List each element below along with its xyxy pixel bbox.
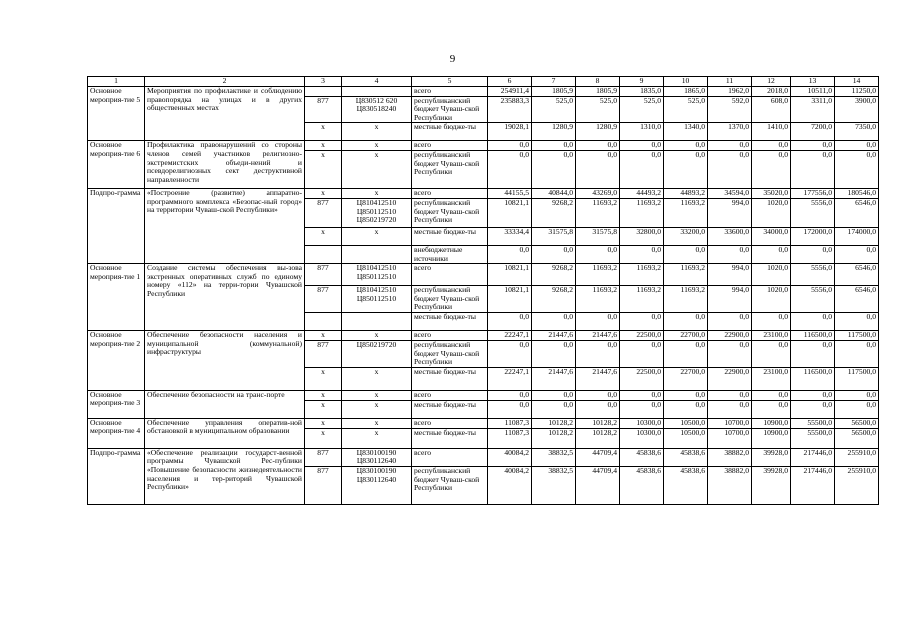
amount-cell: 0,0 <box>708 340 752 367</box>
target-article-cell: Ц830512 620 Ц830518240 <box>342 96 412 123</box>
amount-cell: 0,0 <box>752 141 791 151</box>
amount-cell: 0,0 <box>620 141 664 151</box>
target-article-cell: х <box>342 227 412 245</box>
amount-cell: 0,0 <box>791 400 835 418</box>
amount-cell: 10128,2 <box>576 428 620 448</box>
amount-cell: 1805,9 <box>532 87 576 97</box>
grbs-code-cell: 877 <box>305 96 342 123</box>
amount-cell: 0,0 <box>835 150 879 188</box>
target-article-cell: х <box>342 188 412 198</box>
amount-cell: 10700,0 <box>708 418 752 428</box>
amount-cell: 0,0 <box>488 400 532 418</box>
amount-cell: 11693,2 <box>576 264 620 286</box>
header-cell: 14 <box>835 77 879 87</box>
header-cell: 13 <box>791 77 835 87</box>
header-cell: 8 <box>576 77 620 87</box>
amount-cell: 1865,0 <box>664 87 708 97</box>
table-row <box>88 418 879 428</box>
amount-cell: 11693,2 <box>664 264 708 286</box>
amount-cell: 10300,0 <box>620 418 664 428</box>
amount-cell: 2018,0 <box>752 87 791 97</box>
amount-cell: 177556,0 <box>791 188 835 198</box>
funding-source-cell: всего <box>412 330 488 340</box>
amount-cell: 7350,0 <box>835 123 879 141</box>
grbs-code-cell: 877 <box>305 198 342 227</box>
target-article-cell <box>342 87 412 97</box>
target-article-cell: х <box>342 418 412 428</box>
amount-cell: 23100,0 <box>752 330 791 340</box>
amount-cell: 6546,0 <box>835 198 879 227</box>
amount-cell: 40844,0 <box>532 188 576 198</box>
amount-cell: 0,0 <box>620 245 664 263</box>
event-type-cell: Основное мероприя-тие 6 <box>88 141 145 189</box>
amount-cell: 525,0 <box>664 96 708 123</box>
funding-source-cell: всего <box>412 141 488 151</box>
grbs-code-cell: х <box>305 188 342 198</box>
amount-cell: 10900,0 <box>752 428 791 448</box>
amount-cell: 0,0 <box>532 245 576 263</box>
amount-cell: 21447,6 <box>576 330 620 340</box>
event-name-cell: Обеспечение безопасности на транс-порте <box>145 390 305 418</box>
amount-cell: 10500,0 <box>664 418 708 428</box>
amount-cell: 0,0 <box>752 390 791 400</box>
amount-cell: 9268,2 <box>532 264 576 286</box>
funding-source-cell: местные бюдже-ты <box>412 400 488 418</box>
amount-cell: 22700,0 <box>664 330 708 340</box>
funding-source-cell: республиканский бюджет Чуваш-ской Республики <box>412 466 488 504</box>
amount-cell: 0,0 <box>752 312 791 330</box>
amount-cell: 254911,4 <box>488 87 532 97</box>
amount-cell: 0,0 <box>620 390 664 400</box>
amount-cell: 608,0 <box>752 96 791 123</box>
amount-cell: 11693,2 <box>576 198 620 227</box>
table-row <box>88 448 879 466</box>
amount-cell: 0,0 <box>835 141 879 151</box>
amount-cell: 33200,0 <box>664 227 708 245</box>
grbs-code-cell: х <box>305 150 342 188</box>
grbs-code-cell: х <box>305 141 342 151</box>
amount-cell: 5556,0 <box>791 198 835 227</box>
amount-cell: 22700,0 <box>664 367 708 390</box>
amount-cell: 0,0 <box>532 400 576 418</box>
amount-cell: 255910,0 <box>835 466 879 504</box>
grbs-code-cell: 877 <box>305 448 342 466</box>
amount-cell: 22247,1 <box>488 330 532 340</box>
funding-source-cell: республиканский бюджет Чуваш-ской Республики <box>412 96 488 123</box>
target-article-cell: х <box>342 330 412 340</box>
funding-source-cell: всего <box>412 390 488 400</box>
amount-cell: 45838,6 <box>620 448 664 466</box>
amount-cell: 525,0 <box>532 96 576 123</box>
amount-cell: 5556,0 <box>791 286 835 313</box>
table-row <box>88 87 879 97</box>
amount-cell: 10500,0 <box>664 428 708 448</box>
target-article-cell: х <box>342 367 412 390</box>
amount-cell: 0,0 <box>664 340 708 367</box>
amount-cell: 0,0 <box>752 340 791 367</box>
funding-source-cell: республиканский бюджет Чуваш-ской Республики <box>412 340 488 367</box>
target-article-cell: х <box>342 150 412 188</box>
amount-cell: 0,0 <box>620 150 664 188</box>
event-name-cell: Мероприятия по профилактике и соблюдению правопорядка на улицах и в других общественных местах <box>145 87 305 141</box>
amount-cell: 0,0 <box>620 400 664 418</box>
amount-cell: 40084,2 <box>488 448 532 466</box>
amount-cell: 0,0 <box>488 150 532 188</box>
grbs-code-cell <box>305 245 342 263</box>
target-article-cell: Ц850219720 <box>342 340 412 367</box>
amount-cell: 6546,0 <box>835 286 879 313</box>
amount-cell: 1962,0 <box>708 87 752 97</box>
header-cell: 6 <box>488 77 532 87</box>
amount-cell: 0,0 <box>488 245 532 263</box>
amount-cell: 0,0 <box>835 312 879 330</box>
target-article-cell: Ц830100190 Ц830112640 <box>342 448 412 466</box>
amount-cell: 22900,0 <box>708 367 752 390</box>
event-name-cell: Обеспечение управления оператив-ной обстановкой в муниципальном образовании <box>145 418 305 448</box>
header-cell: 5 <box>412 77 488 87</box>
amount-cell: 1310,0 <box>620 123 664 141</box>
funding-source-cell: республиканский бюджет Чуваш-ской Республики <box>412 198 488 227</box>
amount-cell: 5556,0 <box>791 264 835 286</box>
amount-cell: 1020,0 <box>752 264 791 286</box>
amount-cell: 7200,0 <box>791 123 835 141</box>
table-row <box>88 330 879 340</box>
amount-cell: 11693,2 <box>620 198 664 227</box>
header-cell: 11 <box>708 77 752 87</box>
amount-cell: 19028,1 <box>488 123 532 141</box>
amount-cell: 0,0 <box>576 312 620 330</box>
amount-cell: 0,0 <box>488 312 532 330</box>
amount-cell: 0,0 <box>791 312 835 330</box>
amount-cell: 10821,1 <box>488 264 532 286</box>
amount-cell: 592,0 <box>708 96 752 123</box>
target-article-cell: х <box>342 400 412 418</box>
header-cell: 1 <box>88 77 145 87</box>
funding-source-cell: местные бюдже-ты <box>412 428 488 448</box>
amount-cell: 44893,2 <box>664 188 708 198</box>
amount-cell: 0,0 <box>664 245 708 263</box>
grbs-code-cell: х <box>305 390 342 400</box>
target-article-cell: х <box>342 390 412 400</box>
amount-cell: 56500,0 <box>835 428 879 448</box>
funding-source-cell: внебюджетные источники <box>412 245 488 263</box>
amount-cell: 1340,0 <box>664 123 708 141</box>
amount-cell: 0,0 <box>664 150 708 188</box>
amount-cell: 45838,6 <box>620 466 664 504</box>
amount-cell: 174000,0 <box>835 227 879 245</box>
amount-cell: 45838,6 <box>664 466 708 504</box>
amount-cell: 33600,0 <box>708 227 752 245</box>
amount-cell: 3311,0 <box>791 96 835 123</box>
amount-cell: 994,0 <box>708 286 752 313</box>
target-article-cell: Ц810412510 Ц850112510 <box>342 286 412 313</box>
amount-cell: 3900,0 <box>835 96 879 123</box>
amount-cell: 0,0 <box>835 340 879 367</box>
grbs-code-cell <box>305 312 342 330</box>
target-article-cell: Ц810412510 Ц850112510 Ц850219720 <box>342 198 412 227</box>
grbs-code-cell <box>305 87 342 97</box>
target-article-cell: х <box>342 141 412 151</box>
amount-cell: 10128,2 <box>576 418 620 428</box>
amount-cell: 11693,2 <box>664 198 708 227</box>
event-name-cell: Создание системы обеспечения вы-зова экстренных оперативных служб по единому номеру «112» на терри-тории Чувашской Республики <box>145 264 305 331</box>
amount-cell: 0,0 <box>488 340 532 367</box>
amount-cell: 0,0 <box>752 400 791 418</box>
amount-cell: 0,0 <box>835 245 879 263</box>
page-number: 9 <box>449 53 456 65</box>
target-article-cell <box>342 312 412 330</box>
event-type-cell: Основное мероприя-тие 1 <box>88 264 145 331</box>
amount-cell: 32800,0 <box>620 227 664 245</box>
grbs-code-cell: х <box>305 123 342 141</box>
amount-cell: 0,0 <box>708 245 752 263</box>
grbs-code-cell: 877 <box>305 340 342 367</box>
amount-cell: 172000,0 <box>791 227 835 245</box>
event-name-cell: Обеспечение безопасности населения и муниципальной (коммунальной) инфраструктуры <box>145 330 305 390</box>
amount-cell: 0,0 <box>620 340 664 367</box>
table-row <box>88 141 879 151</box>
event-name-cell: «Построение (развитие) аппаратно-программного комплекса «Безопас-ный город» на территории Чуваш-ской Республики» <box>145 188 305 263</box>
amount-cell: 11250,0 <box>835 87 879 97</box>
funding-source-cell: местные бюдже-ты <box>412 123 488 141</box>
amount-cell: 23100,0 <box>752 367 791 390</box>
amount-cell: 0,0 <box>576 390 620 400</box>
target-article-cell: Ц810412510 Ц850112510 <box>342 264 412 286</box>
amount-cell: 39928,0 <box>752 466 791 504</box>
amount-cell: 10128,2 <box>532 418 576 428</box>
target-article-cell <box>342 245 412 263</box>
amount-cell: 0,0 <box>532 150 576 188</box>
amount-cell: 10128,2 <box>532 428 576 448</box>
funding-source-cell: всего <box>412 448 488 466</box>
header-cell: 3 <box>305 77 342 87</box>
grbs-code-cell: х <box>305 428 342 448</box>
amount-cell: 22247,1 <box>488 367 532 390</box>
funding-source-cell: республиканский бюджет Чуваш-ской Республики <box>412 286 488 313</box>
grbs-code-cell: х <box>305 330 342 340</box>
header-cell: 7 <box>532 77 576 87</box>
amount-cell: 0,0 <box>752 245 791 263</box>
table-row <box>88 390 879 400</box>
amount-cell: 217446,0 <box>791 448 835 466</box>
amount-cell: 1020,0 <box>752 286 791 313</box>
amount-cell: 117500,0 <box>835 330 879 340</box>
amount-cell: 0,0 <box>791 150 835 188</box>
amount-cell: 0,0 <box>620 312 664 330</box>
amount-cell: 0,0 <box>835 390 879 400</box>
amount-cell: 1805,9 <box>576 87 620 97</box>
amount-cell: 1370,0 <box>708 123 752 141</box>
table-row <box>88 264 879 286</box>
amount-cell: 1410,0 <box>752 123 791 141</box>
target-article-cell: х <box>342 428 412 448</box>
amount-cell: 1835,0 <box>620 87 664 97</box>
header-cell: 2 <box>145 77 305 87</box>
amount-cell: 31575,8 <box>576 227 620 245</box>
event-type-cell: Подпро-грамма <box>88 188 145 263</box>
amount-cell: 10511,0 <box>791 87 835 97</box>
amount-cell: 38832,5 <box>532 448 576 466</box>
amount-cell: 11693,2 <box>620 286 664 313</box>
event-type-cell: Основное мероприя-тие 5 <box>88 87 145 141</box>
amount-cell: 1280,9 <box>532 123 576 141</box>
event-type-cell: Подпро-грамма <box>88 448 145 504</box>
event-type-cell: Основное мероприя-тие 2 <box>88 330 145 390</box>
amount-cell: 525,0 <box>620 96 664 123</box>
amount-cell: 9268,2 <box>532 286 576 313</box>
grbs-code-cell: 877 <box>305 286 342 313</box>
amount-cell: 11087,3 <box>488 428 532 448</box>
funding-source-cell: всего <box>412 418 488 428</box>
amount-cell: 31575,8 <box>532 227 576 245</box>
amount-cell: 0,0 <box>488 390 532 400</box>
amount-cell: 11087,3 <box>488 418 532 428</box>
amount-cell: 217446,0 <box>791 466 835 504</box>
amount-cell: 21447,6 <box>532 367 576 390</box>
amount-cell: 0,0 <box>576 245 620 263</box>
amount-cell: 0,0 <box>576 340 620 367</box>
amount-cell: 0,0 <box>576 150 620 188</box>
amount-cell: 34594,0 <box>708 188 752 198</box>
funding-source-cell: местные бюдже-ты <box>412 312 488 330</box>
target-article-cell: Ц830100190 Ц830112640 <box>342 466 412 504</box>
amount-cell: 117500,0 <box>835 367 879 390</box>
event-name-cell: «Обеспечение реализации государст-венной программы Чувашской Рес-публики «Повышение безопасности жизнедеятельности населения и тер-риторий Чувашской Республики» <box>145 448 305 504</box>
amount-cell: 44155,5 <box>488 188 532 198</box>
amount-cell: 0,0 <box>835 400 879 418</box>
grbs-code-cell: х <box>305 418 342 428</box>
grbs-code-cell: 877 <box>305 264 342 286</box>
amount-cell: 0,0 <box>708 150 752 188</box>
amount-cell: 0,0 <box>576 141 620 151</box>
funding-source-cell: всего <box>412 264 488 286</box>
amount-cell: 0,0 <box>664 400 708 418</box>
amount-cell: 0,0 <box>532 312 576 330</box>
grbs-code-cell: 877 <box>305 466 342 504</box>
amount-cell: 1280,9 <box>576 123 620 141</box>
amount-cell: 39928,0 <box>752 448 791 466</box>
amount-cell: 525,0 <box>576 96 620 123</box>
amount-cell: 10821,1 <box>488 198 532 227</box>
amount-cell: 45838,6 <box>664 448 708 466</box>
amount-cell: 255910,0 <box>835 448 879 466</box>
event-type-cell: Основное мероприя-тие 3 <box>88 390 145 418</box>
amount-cell: 0,0 <box>791 390 835 400</box>
header-cell: 12 <box>752 77 791 87</box>
amount-cell: 0,0 <box>791 245 835 263</box>
amount-cell: 0,0 <box>488 141 532 151</box>
amount-cell: 6546,0 <box>835 264 879 286</box>
header-cell: 4 <box>342 77 412 87</box>
amount-cell: 55500,0 <box>791 418 835 428</box>
funding-source-cell: всего <box>412 87 488 97</box>
amount-cell: 33334,4 <box>488 227 532 245</box>
amount-cell: 43269,0 <box>576 188 620 198</box>
amount-cell: 35020,0 <box>752 188 791 198</box>
amount-cell: 10900,0 <box>752 418 791 428</box>
grbs-code-cell: х <box>305 227 342 245</box>
amount-cell: 0,0 <box>664 141 708 151</box>
amount-cell: 10821,1 <box>488 286 532 313</box>
amount-cell: 44493,2 <box>620 188 664 198</box>
amount-cell: 180546,0 <box>835 188 879 198</box>
amount-cell: 0,0 <box>532 340 576 367</box>
amount-cell: 11693,2 <box>664 286 708 313</box>
amount-cell: 116500,0 <box>791 367 835 390</box>
amount-cell: 0,0 <box>708 390 752 400</box>
amount-cell: 994,0 <box>708 198 752 227</box>
amount-cell: 55500,0 <box>791 428 835 448</box>
funding-source-cell: местные бюдже-ты <box>412 227 488 245</box>
event-name-cell: Профилактика правонарушений со стороны членов семей участников религиозно-экстремистских объеди-нений и псевдорелигиозных сект деструктивной направленности <box>145 141 305 189</box>
amount-cell: 0,0 <box>576 400 620 418</box>
amount-cell: 0,0 <box>532 390 576 400</box>
amount-cell: 0,0 <box>664 390 708 400</box>
amount-cell: 116500,0 <box>791 330 835 340</box>
funding-source-cell: республиканский бюджет Чуваш-ской Республики <box>412 150 488 188</box>
amount-cell: 38882,0 <box>708 466 752 504</box>
funding-source-cell: всего <box>412 188 488 198</box>
amount-cell: 0,0 <box>708 312 752 330</box>
target-article-cell: х <box>342 123 412 141</box>
amount-cell: 38882,0 <box>708 448 752 466</box>
amount-cell: 0,0 <box>708 400 752 418</box>
amount-cell: 11693,2 <box>576 286 620 313</box>
amount-cell: 0,0 <box>708 141 752 151</box>
amount-cell: 0,0 <box>752 150 791 188</box>
amount-cell: 9268,2 <box>532 198 576 227</box>
grbs-code-cell: х <box>305 400 342 418</box>
header-cell: 9 <box>620 77 664 87</box>
amount-cell: 21447,6 <box>576 367 620 390</box>
amount-cell: 21447,6 <box>532 330 576 340</box>
amount-cell: 0,0 <box>664 312 708 330</box>
amount-cell: 0,0 <box>791 141 835 151</box>
amount-cell: 56500,0 <box>835 418 879 428</box>
funding-source-cell: местные бюдже-ты <box>412 367 488 390</box>
amount-cell: 235883,3 <box>488 96 532 123</box>
amount-cell: 38832,5 <box>532 466 576 504</box>
amount-cell: 22900,0 <box>708 330 752 340</box>
amount-cell: 40084,2 <box>488 466 532 504</box>
amount-cell: 11693,2 <box>620 264 664 286</box>
amount-cell: 994,0 <box>708 264 752 286</box>
amount-cell: 1020,0 <box>752 198 791 227</box>
budget-table <box>87 76 879 505</box>
grbs-code-cell: х <box>305 367 342 390</box>
amount-cell: 44709,4 <box>576 448 620 466</box>
amount-cell: 44709,4 <box>576 466 620 504</box>
amount-cell: 10300,0 <box>620 428 664 448</box>
amount-cell: 22500,0 <box>620 367 664 390</box>
amount-cell: 10700,0 <box>708 428 752 448</box>
amount-cell: 0,0 <box>791 340 835 367</box>
table-row <box>88 188 879 198</box>
header-row <box>88 77 879 87</box>
header-cell: 10 <box>664 77 708 87</box>
amount-cell: 34000,0 <box>752 227 791 245</box>
event-type-cell: Основное мероприя-тие 4 <box>88 418 145 448</box>
amount-cell: 22500,0 <box>620 330 664 340</box>
amount-cell: 0,0 <box>532 141 576 151</box>
